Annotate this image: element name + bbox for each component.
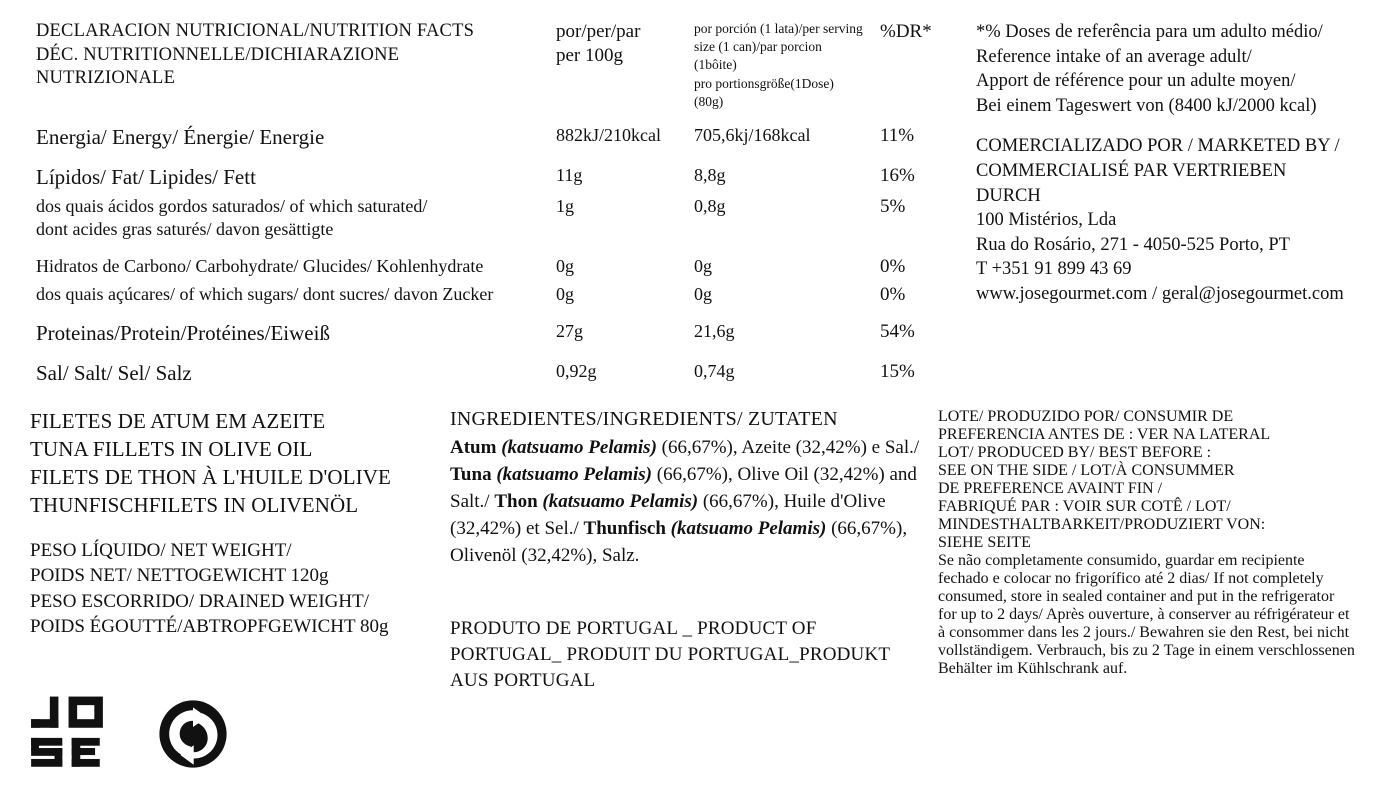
- net-weight-line2: POIDS NET/ NETTOGEWICHT 120g: [30, 565, 329, 587]
- logo-row: [28, 695, 228, 773]
- table-row-salt: [28, 354, 958, 394]
- row-fat-serving: 8,8g: [694, 164, 726, 185]
- header-declaration-line1: DECLARACION NUTRICIONAL/NUTRITION FACTS: [36, 21, 475, 41]
- origin-line3: AUS PORTUGAL: [450, 669, 596, 691]
- lot-line8: SIEHE SEITE: [938, 534, 1031, 551]
- lot-line7: MINDESTHALTBARKEIT/PRODUZIERT VON:: [938, 516, 1266, 533]
- lot-line3: LOT/ PRODUCED BY/ BEST BEFORE :: [938, 444, 1212, 461]
- product-block: [28, 408, 450, 693]
- row-sugars-name: dos quais açúcares/ of which sugars/ dont sucres/ davon Zucker: [36, 283, 494, 304]
- table-row-energy: [28, 118, 958, 158]
- ingredients-en-rest: (66,67%), Olive Oil (32,42%) and Salt./: [450, 463, 917, 512]
- table-row-sugars: [28, 281, 958, 314]
- recycle-icon: [158, 699, 228, 769]
- marketed-by-line2: COMMERCIALISÉ PAR VERTRIEBEN DURCH: [976, 160, 1287, 206]
- row-energy-serving: 705,6kj/168kcal: [694, 125, 811, 146]
- row-protein-serving: 21,6g: [694, 321, 735, 342]
- marketed-by-address: Rua do Rosário, 271 - 4050-525 Porto, PT: [976, 234, 1290, 255]
- table-row-protein: [28, 314, 958, 354]
- product-title-de: THUNFISCHFILETS IN OLIVENÖL: [30, 492, 359, 517]
- origin-line2: PORTUGAL_ PRODUIT DU PORTUGAL_PRODUKT: [450, 643, 891, 665]
- header-per100-line2: per 100g: [556, 45, 624, 67]
- product-weights: [30, 538, 450, 640]
- ingredients-de-species: Thunfisch: [583, 517, 666, 539]
- reference-intake-line4: Bei einem Tageswert von (8400 kJ/2000 kcal): [976, 95, 1317, 116]
- row-fat-per100: 11g: [556, 164, 583, 185]
- header-declaration-line2: DÉC. NUTRITIONNELLE/DICHIARAZIONE NUTRIZIONALE: [36, 44, 400, 89]
- origin-block: [450, 616, 920, 693]
- header-serving-line2: size (1 can)/par porcion (1bôite): [694, 39, 822, 73]
- ingredients-de-rest: (66,67%), Olivenöl (32,42%), Salz.: [450, 517, 908, 566]
- ingredients-fr-species: Thon: [494, 490, 538, 512]
- origin-line1: PRODUTO DE PORTUGAL _ PRODUCT OF: [450, 617, 817, 639]
- row-protein-per100: 27g: [556, 321, 583, 342]
- lower-area: [28, 408, 1355, 693]
- header-dr-label: %DR*: [880, 21, 932, 42]
- ingredients-pt-latin: (katsuamo Pelamis): [501, 437, 657, 458]
- net-weight-line1: PESO LÍQUIDO/ NET WEIGHT/: [30, 539, 292, 561]
- lot-line6: FABRIQUÉ PAR : VOIR SUR COTÊ / LOT/: [938, 498, 1231, 515]
- row-carbohydrate-serving: 0g: [694, 255, 712, 276]
- row-saturated-serving: 0,8g: [694, 195, 726, 216]
- ingredients-de-latin: (katsuamo Pelamis): [670, 517, 827, 539]
- drained-weight-line1: PESO ESCORRIDO/ DRAINED WEIGHT/: [30, 590, 370, 612]
- marketed-by-block: [976, 134, 1355, 306]
- lot-block: [938, 408, 1355, 552]
- marketed-by-company: 100 Mistérios, Lda: [976, 210, 1117, 231]
- header-cell-per100: [548, 14, 686, 118]
- lot-line2: PREFERENCIA ANTES DE : VER NA LATERAL: [938, 426, 1271, 443]
- marketed-by-web-email[interactable]: www.josegourmet.com / geral@josegourmet.com: [976, 283, 1344, 304]
- drained-weight-line2: POIDS ÉGOUTTÉ/ABTROPFGEWICHT 80g: [30, 616, 389, 638]
- lot-line4: SEE ON THE SIDE / LOT/À CONSUMMER: [938, 462, 1235, 479]
- row-saturated-per100: 1g: [556, 195, 574, 216]
- row-energy-dr: 11%: [880, 125, 915, 147]
- row-energy-name: Energia/ Energy/ Énergie/ Energie: [36, 125, 325, 150]
- table-row-fat: [28, 158, 958, 193]
- marketed-by-phone: T +351 91 899 43 69: [976, 259, 1132, 280]
- nutrition-table-wrapper: [28, 14, 958, 394]
- ingredients-fr-rest: (66,67%), Huile d'Olive (32,42%) et Sel./: [450, 490, 886, 539]
- ingredients-fr-latin: (katsuamo Pelamis): [542, 490, 699, 512]
- row-fat-dr: 16%: [880, 164, 915, 186]
- reference-intake-line1: *% Doses de referência para um adulto médio/: [976, 22, 1323, 42]
- row-saturated-dr: 5%: [880, 195, 906, 217]
- row-carbohydrate-per100: 0g: [556, 255, 574, 276]
- right-column-top: [958, 14, 1355, 323]
- nutrition-table: [28, 14, 958, 394]
- marketed-by-line1: COMERCIALIZADO POR / MARKETED BY /: [976, 136, 1340, 157]
- row-sugars-serving: 0g: [694, 283, 712, 304]
- ingredients-pt-species: Atum: [450, 437, 497, 458]
- table-row-carbohydrate: [28, 249, 958, 281]
- row-sugars-per100: 0g: [556, 283, 574, 304]
- row-protein-name: Proteinas/Protein/Protéines/Eiweiß: [36, 321, 330, 346]
- row-carbohydrate-name: Hidratos de Carbono/ Carbohydrate/ Glucides/ Kohlenhydrate: [36, 255, 484, 276]
- row-sugars-dr: 0%: [880, 283, 906, 305]
- row-salt-name: Sal/ Salt/ Sel/ Salz: [36, 361, 192, 386]
- row-salt-serving: 0,74g: [694, 361, 735, 382]
- row-salt-dr: 15%: [880, 361, 915, 383]
- ingredients-pt-rest: (66,67%), Azeite (32,42%) e Sal./: [656, 437, 920, 458]
- product-title-fr: FILETS DE THON À L'HUILE D'OLIVE: [30, 464, 391, 489]
- header-serving-line3: pro portionsgröße(1Dose) (80g): [694, 75, 834, 109]
- ingredients-text: [450, 435, 920, 570]
- lot-line5: DE PREFERENCE AVAINT FIN /: [938, 480, 1163, 497]
- row-salt-per100: 0,92g: [556, 361, 597, 382]
- row-saturated-name-line1: dos quais ácidos gordos saturados/ of which saturated/: [36, 195, 428, 216]
- ingredients-block: [450, 408, 920, 693]
- row-protein-dr: 54%: [880, 321, 915, 343]
- ingredients-en-species: Tuna: [450, 463, 492, 485]
- ingredients-title: INGREDIENTES/INGREDIENTS/ ZUTATEN: [450, 408, 838, 430]
- row-saturated-name-line2: dont acides gras saturés/ davon gesättigte: [36, 219, 334, 240]
- jose-brand-logo: [28, 695, 106, 773]
- row-carbohydrate-dr: 0%: [880, 255, 906, 277]
- storage-instructions: Se não completamente consumido, guardar em recipiente fechado e colocar no frigorífico até 2 dias/ If not completely consumed, store in sealed container and put in the refrigerator for up to 2 days/ Après ouverture, à conserver au réfrigérateur et à consommer dans les 2 jours./ Bewahren sie den Rest, bei nicht vollständigem. Verbrauch, bis zu 2 Tage in einem verschlossenen Behälter im Kühlschrank auf.: [938, 552, 1355, 677]
- product-title-pt: FILETES DE ATUM EM AZEITE: [30, 409, 326, 433]
- lot-line1: LOTE/ PRODUZIDO POR/ CONSUMIR DE: [938, 408, 1234, 425]
- header-cell-dr: [872, 14, 958, 118]
- right-column-bottom: [920, 408, 1355, 693]
- reference-intake-line2: Reference intake of an average adult/: [976, 46, 1252, 67]
- header-cell-serving: [686, 14, 872, 118]
- header-per100-line1: por/per/par: [556, 21, 641, 42]
- table-header-row: [28, 14, 958, 118]
- header-serving-line1: por porción (1 lata)/per serving: [694, 21, 863, 36]
- reference-intake-block: [976, 20, 1355, 118]
- reference-intake-line3: Apport de référence pour un adulte moyen/: [976, 71, 1296, 92]
- row-saturated-name: [28, 193, 548, 249]
- table-row-saturated: [28, 193, 958, 249]
- top-area: [28, 14, 1355, 394]
- product-title-en: TUNA FILLETS IN OLIVE OIL: [30, 436, 313, 461]
- ingredients-en-latin: (katsuamo Pelamis): [496, 463, 653, 485]
- row-energy-per100: 882kJ/210kcal: [556, 125, 661, 146]
- header-cell-declaration: [28, 14, 548, 118]
- row-fat-name: Lípidos/ Fat/ Lipides/ Fett: [36, 164, 256, 189]
